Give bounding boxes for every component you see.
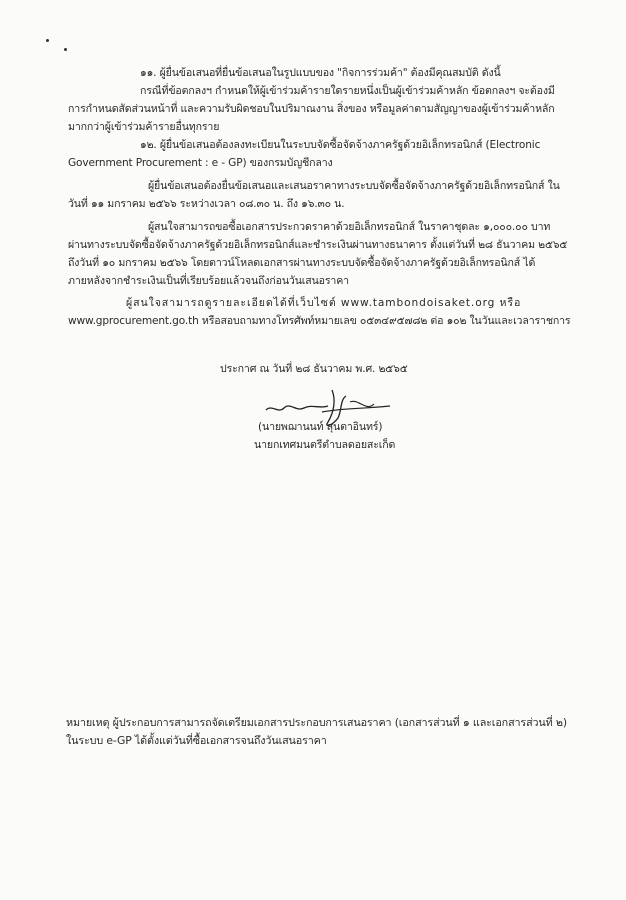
- clause-11-line-1: กรณีที่ข้อตกลงฯ กำหนดให้ผู้เข้าร่วมค้ารายใดรายหนึ่งเป็นผู้เข้าร่วมค้าหลัก ข้อตกลงฯ จะต้องมี: [140, 85, 555, 97]
- clause-11-heading: ๑๑. ผู้ยื่นข้อเสนอที่ยื่นข้อเสนอในรูปแบบของ "กิจการร่วมค้า" ต้องมีคุณสมบัติ ดังนี้: [140, 67, 501, 79]
- clause-11-line-3: มากกว่าผู้เข้าร่วมค้ารายอื่นทุกราย: [68, 121, 220, 133]
- scan-speck: [64, 48, 67, 51]
- note-line-1: หมายเหตุ ผู้ประกอบการสามารถจัดเตรียมเอกสารประกอบการเสนอราคา (เอกสารส่วนที่ ๑ และเอกสารส่วนที่ ๒): [66, 716, 567, 729]
- scan-speck: [46, 39, 49, 42]
- clause-12-heading: ๑๒. ผู้ยื่นข้อเสนอต้องลงทะเบียนในระบบจัดซื้อจัดจ้างภาครัฐด้วยอิเล็กทรอนิกส์ (Electronic: [140, 139, 541, 151]
- purchase-line-4: ภายหลังจากชำระเงินเป็นที่เรียบร้อยแล้วจนถึงก่อนวันเสนอราคา: [68, 275, 349, 287]
- submission-line-2: วันที่ ๑๑ มกราคม ๒๕๖๖ ระหว่างเวลา ๐๘.๓๐ น. ถึง ๑๖.๓๐ น.: [68, 198, 345, 210]
- purchase-line-2: ผ่านทางระบบจัดซื้อจัดจ้างภาครัฐด้วยอิเล็กทรอนิกส์และชำระเงินผ่านทางธนาคาร ตั้งแต่วันที่ ๒๘ ธันวาคม ๒๕๖๕: [68, 239, 568, 251]
- clause-11-line-2: การกำหนดสัดส่วนหน้าที่ และความรับผิดชอบในปริมาณงาน สิ่งของ หรือมูลค่าตามสัญญาของผู้เข้าร่วมค้าหลัก: [68, 103, 555, 115]
- note-line-2: ในระบบ e-GP ได้ตั้งแต่วันที่ซื้อเอกสารจนถึงวันเสนอราคา: [66, 734, 327, 747]
- info-line-1: ผู้สนใจสามารถดูรายละเอียดได้ที่เว็บไซต์ www.tambondoisaket.org หรือ: [126, 297, 522, 309]
- signer-title: นายกเทศมนตรีตำบลดอยสะเก็ด: [254, 439, 396, 451]
- clause-12-heading-cont: Government Procurement : e - GP) ของกรมบัญชีกลาง: [68, 157, 333, 169]
- signer-name: (นายพฌานนท์ สุนตาอินทร์): [258, 421, 383, 433]
- purchase-line-3: ถึงวันที่ ๑๐ มกราคม ๒๕๖๖ โดยดาวน์โหลดเอกสารผ่านทางระบบจัดซื้อจัดจ้างภาครัฐด้วยอิเล็กทรอนิกส์ ได้: [68, 257, 536, 269]
- announcement-date: ประกาศ ณ วันที่ ๒๘ ธันวาคม พ.ศ. ๒๕๖๕: [220, 363, 408, 375]
- purchase-line-1: ผู้สนใจสามารถขอซื้อเอกสารประกวดราคาด้วยอิเล็กทรอนิกส์ ในราคาชุดละ ๑,๐๐๐.๐๐ บาท: [148, 221, 551, 233]
- submission-line-1: ผู้ยื่นข้อเสนอต้องยื่นข้อเสนอและเสนอราคาทางระบบจัดซื้อจัดจ้างภาครัฐด้วยอิเล็กทรอนิกส์ ใน: [148, 180, 560, 192]
- info-line-2: www.gprocurement.go.th หรือสอบถามทางโทรศัพท์หมายเลข ๐๕๓๔๙๕๗๘๒ ต่อ ๑๐๒ ในวันและเวลาราชการ: [68, 315, 571, 327]
